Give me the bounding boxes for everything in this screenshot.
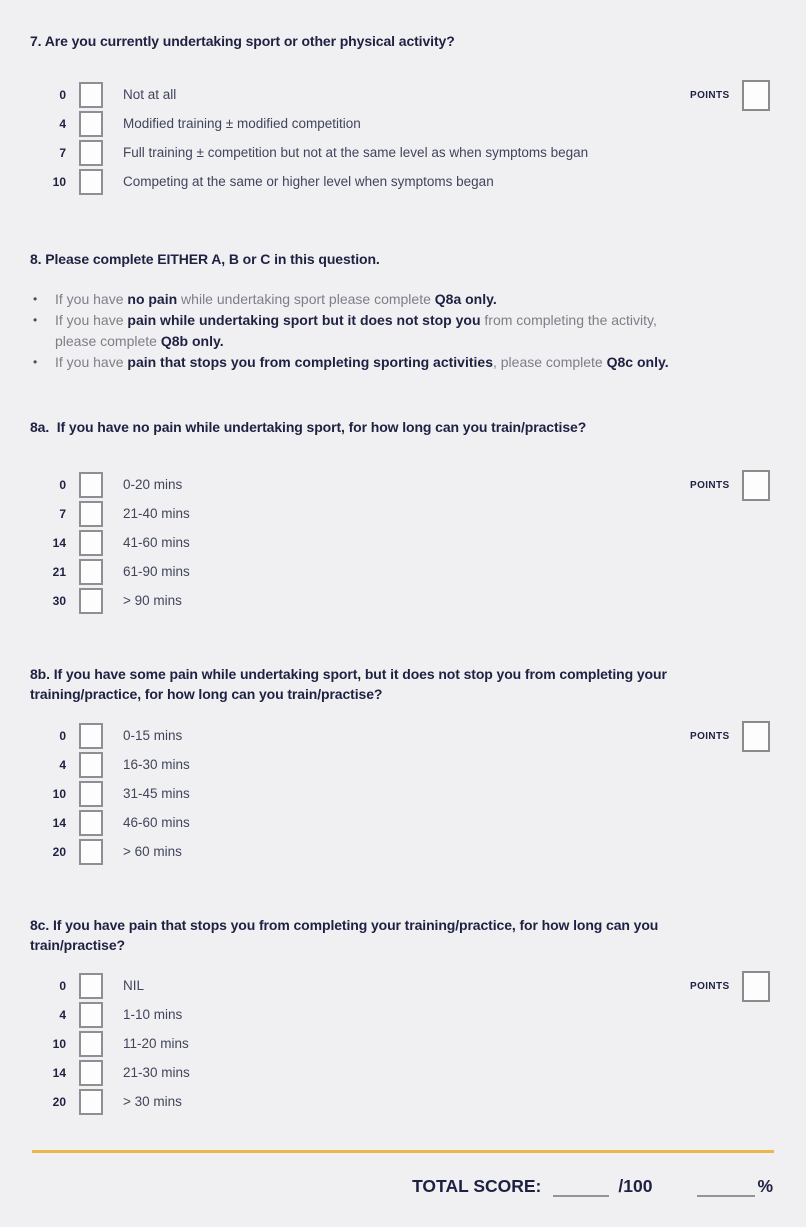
option-score: 21	[52, 564, 66, 579]
option-row	[30, 586, 190, 615]
option-score: 10	[52, 174, 66, 189]
total-score-label: TOTAL SCORE:	[412, 1176, 542, 1196]
q8-instructions	[33, 289, 780, 373]
option-score: 7	[59, 506, 66, 521]
points-label: POINTS	[690, 981, 730, 992]
points-label: POINTS	[690, 480, 730, 491]
option-score: 20	[52, 1094, 66, 1109]
text-segment: from completing the activity,	[480, 312, 657, 328]
text-segment: If you have	[55, 291, 128, 307]
option-checkbox[interactable]	[79, 169, 103, 195]
q8a-options	[30, 470, 190, 615]
option-checkbox[interactable]	[79, 530, 103, 556]
option-row	[30, 1000, 190, 1029]
option-score: 20	[52, 844, 66, 859]
option-row	[30, 557, 190, 586]
option-label: 31-45 mins	[123, 786, 190, 801]
option-score: 14	[52, 535, 66, 550]
bullet-dot: •	[33, 292, 38, 306]
option-score: 30	[52, 593, 66, 608]
text-segment-bold: pain while undertaking sport but it does not stop you	[127, 312, 481, 328]
gold-divider	[32, 1150, 774, 1153]
text-segment-bold: pain that stops you from completing sporting activities	[127, 354, 493, 370]
option-checkbox[interactable]	[79, 559, 103, 585]
option-label: 21-40 mins	[123, 506, 190, 521]
option-checkbox[interactable]	[79, 501, 103, 527]
option-score: 0	[59, 87, 66, 102]
bullet-item	[33, 289, 780, 310]
option-row	[30, 80, 588, 109]
option-row	[30, 750, 190, 779]
text-segment-bold: Q8a only.	[434, 291, 497, 307]
option-row	[30, 971, 190, 1000]
q8b-options	[30, 721, 190, 866]
option-label: > 30 mins	[123, 1094, 182, 1109]
option-checkbox[interactable]	[79, 973, 103, 999]
option-score: 4	[59, 757, 66, 772]
bullet-dot: •	[33, 355, 38, 369]
text-segment: If you have	[55, 312, 128, 328]
option-label: 16-30 mins	[123, 757, 190, 772]
q7-heading: 7. Are you currently undertaking sport or other physical activity?	[30, 33, 455, 49]
bullet-text	[55, 310, 780, 352]
option-row	[30, 1087, 190, 1116]
option-label: Not at all	[123, 87, 177, 102]
option-score: 14	[52, 815, 66, 830]
text-segment: If you have	[55, 354, 128, 370]
option-checkbox[interactable]	[79, 810, 103, 836]
option-checkbox[interactable]	[79, 588, 103, 614]
points-input-box[interactable]	[742, 80, 770, 111]
q8a-heading: 8a. If you have no pain while undertaking sport, for how long can you train/practise?	[30, 419, 587, 435]
option-score: 0	[59, 477, 66, 492]
option-row	[30, 109, 588, 138]
option-label: 41-60 mins	[123, 535, 190, 550]
option-label: 0-20 mins	[123, 477, 183, 492]
q8a-points-field	[690, 470, 770, 501]
bullet-item	[33, 352, 780, 373]
option-score: 7	[59, 145, 66, 160]
q8c-options	[30, 971, 190, 1116]
option-label: 11-20 mins	[123, 1036, 189, 1051]
points-label: POINTS	[690, 90, 730, 101]
option-score: 14	[52, 1065, 66, 1080]
points-input-box[interactable]	[742, 470, 770, 501]
option-label: Full training ± competition but not at the same level as when symptoms began	[123, 145, 589, 160]
option-checkbox[interactable]	[79, 472, 103, 498]
option-row	[30, 167, 588, 196]
option-row	[30, 1058, 190, 1087]
q7-points-field	[690, 80, 770, 111]
text-segment-bold: Q8b only.	[160, 333, 224, 349]
option-row	[30, 808, 190, 837]
total-score-row	[0, 1176, 773, 1197]
option-checkbox[interactable]	[79, 111, 103, 137]
option-row	[30, 499, 190, 528]
q8c-points-field	[690, 971, 770, 1002]
points-input-box[interactable]	[742, 721, 770, 752]
option-checkbox[interactable]	[79, 1031, 103, 1057]
option-score: 10	[52, 1036, 66, 1051]
option-checkbox[interactable]	[79, 723, 103, 749]
bullet-text	[55, 352, 780, 373]
option-score: 4	[59, 1007, 66, 1022]
option-score: 0	[59, 728, 66, 743]
option-checkbox[interactable]	[79, 1089, 103, 1115]
option-checkbox[interactable]	[79, 1002, 103, 1028]
q8b-points-field	[690, 721, 770, 752]
option-checkbox[interactable]	[79, 781, 103, 807]
option-row	[30, 837, 190, 866]
bullet-dot: •	[33, 313, 38, 327]
option-row	[30, 138, 588, 167]
points-label: POINTS	[690, 731, 730, 742]
option-label: 46-60 mins	[123, 815, 190, 830]
option-label: > 90 mins	[123, 593, 182, 608]
text-segment-bold: Q8c only.	[606, 354, 669, 370]
q8c-heading: 8c. If you have pain that stops you from completing your training/practice, for how long can you train/practise?	[30, 917, 663, 953]
bullet-text	[55, 289, 780, 310]
option-label: Competing at the same or higher level when symptoms began	[123, 174, 494, 189]
text-segment: , please complete	[492, 354, 607, 370]
option-row	[30, 721, 190, 750]
option-label: 1-10 mins	[123, 1007, 183, 1022]
option-checkbox[interactable]	[79, 82, 103, 108]
option-checkbox[interactable]	[79, 140, 103, 166]
q7-options	[30, 80, 588, 196]
option-score: 10	[52, 786, 66, 801]
option-label: 0-15 mins	[123, 728, 183, 743]
option-row	[30, 470, 190, 499]
option-label: 21-30 mins	[123, 1065, 190, 1080]
option-score: 4	[59, 116, 66, 131]
points-input-box[interactable]	[742, 971, 770, 1002]
option-score: 0	[59, 978, 66, 993]
percent-blank[interactable]	[697, 1179, 755, 1197]
option-checkbox[interactable]	[79, 839, 103, 865]
option-row	[30, 528, 190, 557]
option-label: > 60 mins	[123, 844, 182, 859]
option-checkbox[interactable]	[79, 1060, 103, 1086]
text-segment-bold: no pain	[127, 291, 178, 307]
q8b-heading: 8b. If you have some pain while undertaking sport, but it does not stop you from completing your training/practice, for how long can you train/practise?	[30, 666, 671, 702]
total-score-blank[interactable]	[553, 1179, 609, 1197]
option-label: NIL	[123, 978, 145, 993]
q8-heading: 8. Please complete EITHER A, B or C in this question.	[30, 251, 380, 267]
option-checkbox[interactable]	[79, 752, 103, 778]
option-row	[30, 779, 190, 808]
text-segment: please complete	[55, 333, 161, 349]
total-score-denominator: /100	[618, 1176, 653, 1196]
option-label: Modified training ± modified competition	[123, 116, 361, 131]
percent-sign: %	[757, 1176, 773, 1196]
bullet-item	[33, 310, 780, 352]
text-segment: while undertaking sport please complete	[177, 291, 435, 307]
option-row	[30, 1029, 190, 1058]
option-label: 61-90 mins	[123, 564, 190, 579]
